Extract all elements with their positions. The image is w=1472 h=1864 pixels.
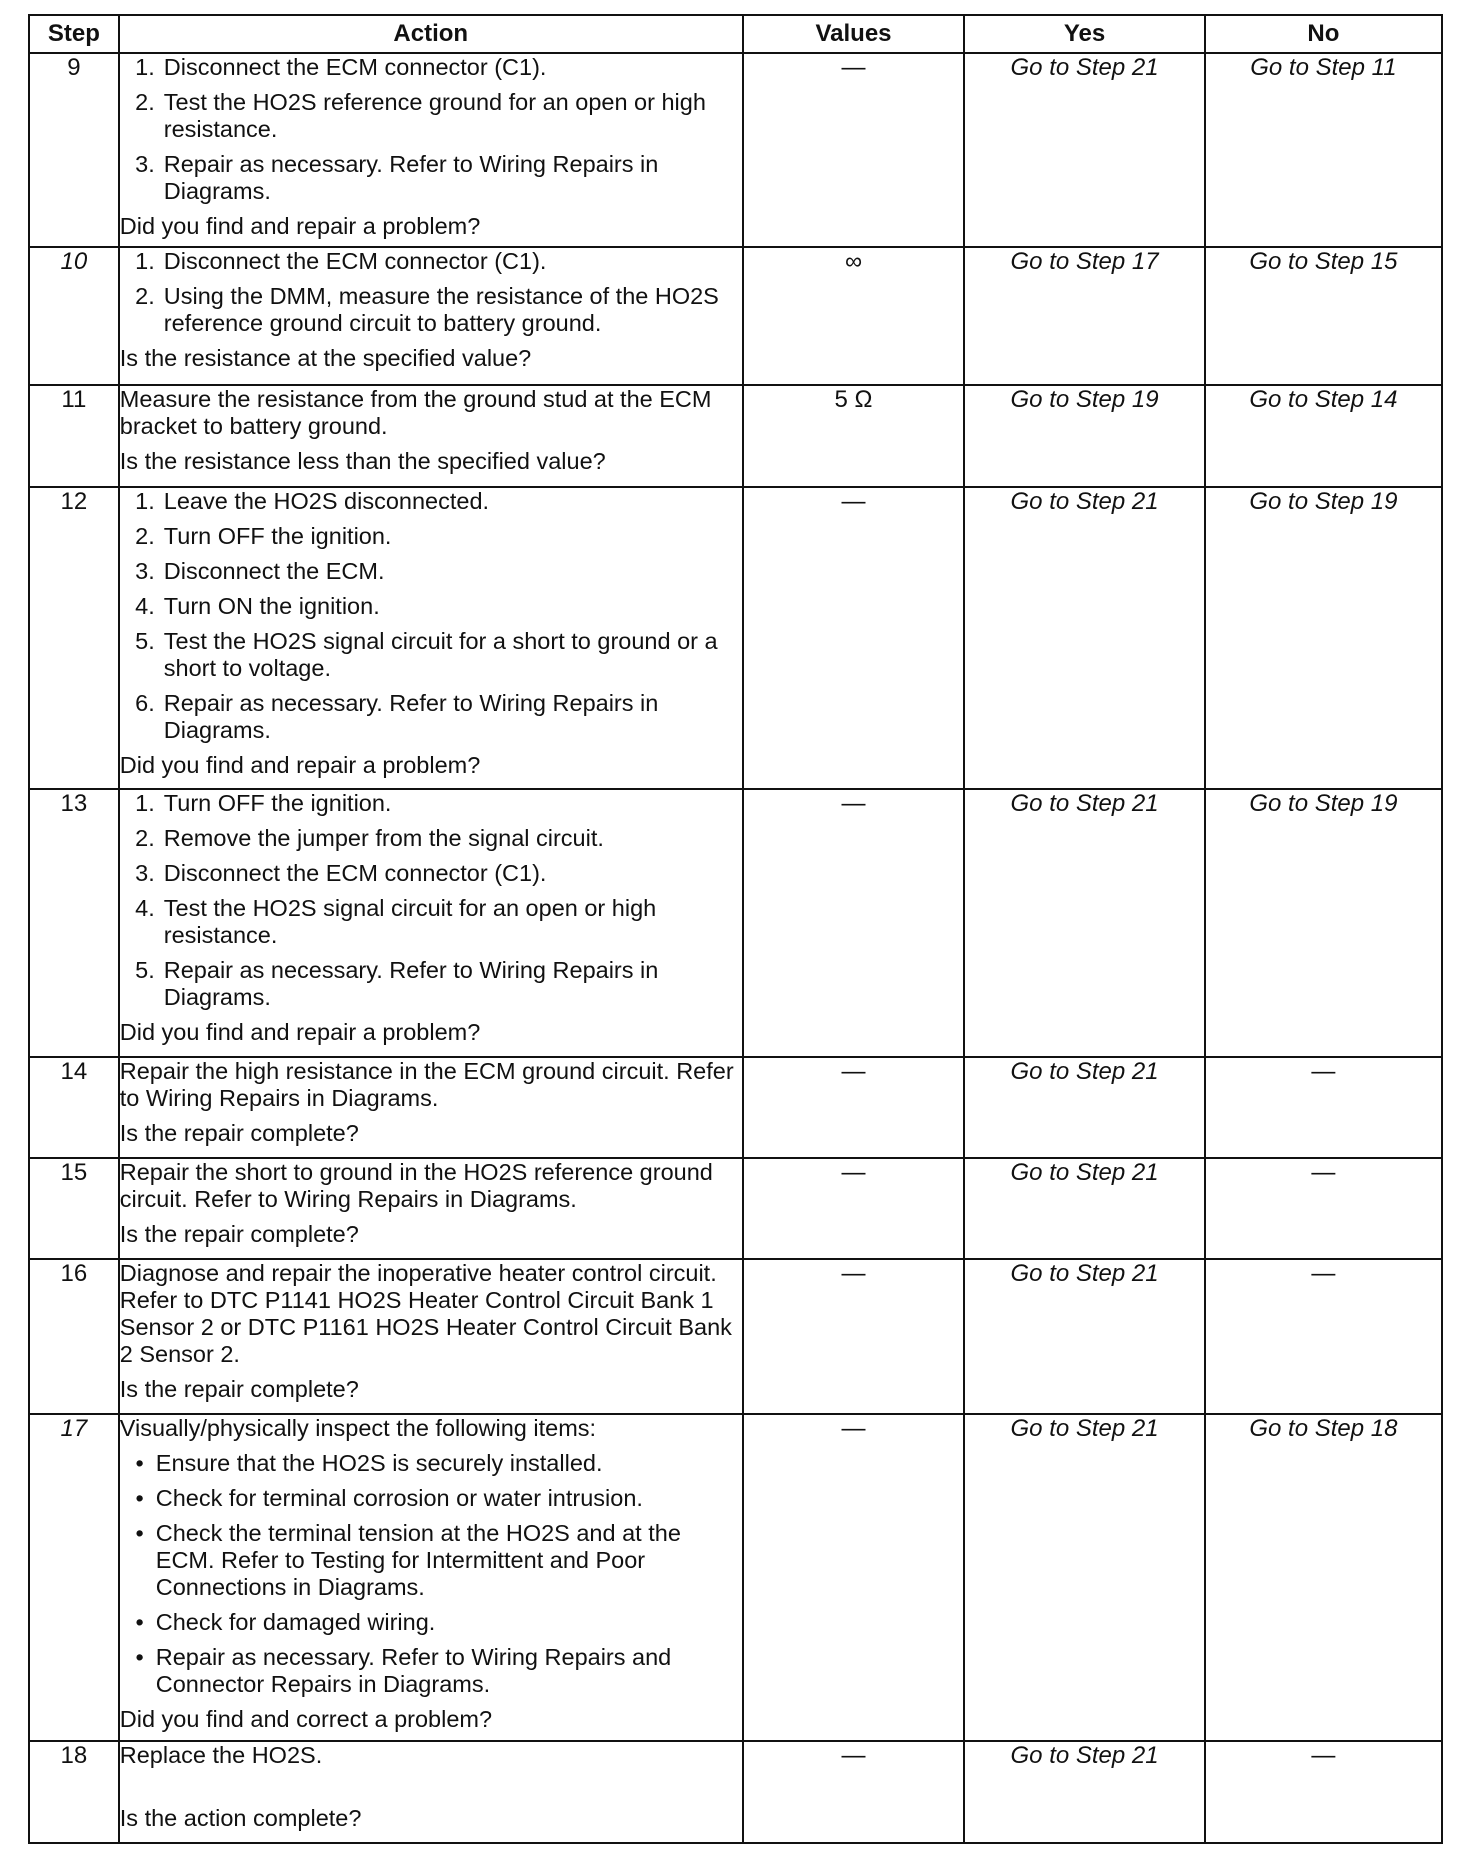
action-cell — [119, 53, 743, 247]
action-text: Diagnose and repair the inoperative heater control circuit. Refer to DTC P1141 HO2S Heater Control Circuit Bank 1 Sensor 2 or DTC P1161 HO2S Heater Control Circuit Bank 2 Sensor 2. — [119, 1260, 732, 1367]
value-cell: — — [743, 789, 965, 1057]
value-cell: — — [743, 1057, 965, 1158]
action-item: 2. Test the HO2S reference ground for an open or high resistance. — [135, 89, 706, 142]
step-number: 18 — [29, 1741, 119, 1843]
action-text: Measure the resistance from the ground stud at the ECM bracket to battery ground. — [119, 386, 712, 439]
table-row — [29, 1741, 1442, 1843]
action-cell — [119, 1057, 743, 1158]
question: Is the repair complete? — [119, 1376, 359, 1402]
header-no: No — [1205, 15, 1442, 53]
table-row — [29, 487, 1442, 789]
action-item: 5. Test the HO2S signal circuit for a short to ground or a short to voltage. — [135, 628, 718, 681]
yes-cell: Go to Step 21 — [964, 789, 1204, 1057]
action-item: 3. Repair as necessary. Refer to Wiring Repairs in Diagrams. — [135, 151, 659, 204]
action-text: Replace the HO2S. — [119, 1742, 323, 1768]
question: Is the resistance less than the specified value? — [119, 448, 606, 474]
value-cell: — — [743, 1414, 965, 1741]
question: Is the action complete? — [119, 1805, 362, 1831]
yes-cell: Go to Step 21 — [964, 53, 1204, 247]
action-item: 3. Disconnect the ECM. — [135, 558, 385, 584]
yes-cell: Go to Step 21 — [964, 1057, 1204, 1158]
no-cell: — — [1205, 1158, 1442, 1259]
yes-cell: Go to Step 21 — [964, 1158, 1204, 1259]
header-yes: Yes — [964, 15, 1204, 53]
step-number: 15 — [29, 1158, 119, 1259]
step-number: 9 — [29, 53, 119, 247]
action-text: Repair the short to ground in the HO2S reference ground circuit. Refer to Wiring Repairs in Diagrams. — [119, 1159, 713, 1212]
action-cell — [119, 1741, 743, 1843]
action-text: Repair the high resistance in the ECM ground circuit. Refer to Wiring Repairs in Diagrams. — [119, 1058, 734, 1111]
no-cell: — — [1205, 1057, 1442, 1158]
step-number: 16 — [29, 1259, 119, 1414]
action-item: 4. Test the HO2S signal circuit for an open or high resistance. — [135, 895, 657, 948]
header-row — [29, 15, 1442, 53]
no-cell: — — [1205, 1259, 1442, 1414]
action-item: 1. Leave the HO2S disconnected. — [135, 488, 490, 514]
action-cell — [119, 487, 743, 789]
action-cell — [119, 247, 743, 385]
action-cell — [119, 385, 743, 487]
step-number: 11 — [29, 385, 119, 487]
bullet-item: • Check for damaged wiring. — [135, 1609, 436, 1635]
table-row — [29, 1158, 1442, 1259]
action-item: 5. Repair as necessary. Refer to Wiring Repairs in Diagrams. — [135, 957, 659, 1010]
action-item: 1. Disconnect the ECM connector (C1). — [135, 248, 547, 274]
no-cell: Go to Step 19 — [1205, 487, 1442, 789]
table-row — [29, 789, 1442, 1057]
yes-cell: Go to Step 21 — [964, 1259, 1204, 1414]
no-cell: Go to Step 18 — [1205, 1414, 1442, 1741]
value-cell: — — [743, 487, 965, 789]
bullet-item: • Check for terminal corrosion or water intrusion. — [135, 1485, 643, 1511]
table-row — [29, 1057, 1442, 1158]
step-number: 10 — [29, 247, 119, 385]
table-row — [29, 1259, 1442, 1414]
question: Did you find and repair a problem? — [119, 752, 481, 778]
table-row — [29, 1414, 1442, 1741]
header-values: Values — [743, 15, 965, 53]
no-cell: Go to Step 19 — [1205, 789, 1442, 1057]
table-row — [29, 53, 1442, 247]
no-cell: Go to Step 14 — [1205, 385, 1442, 487]
yes-cell: Go to Step 21 — [964, 1741, 1204, 1843]
question: Is the resistance at the specified value? — [119, 345, 532, 371]
value-cell: — — [743, 1741, 965, 1843]
value-cell: 5 Ω — [743, 385, 965, 487]
question: Did you find and repair a problem? — [119, 1019, 481, 1045]
step-number: 17 — [29, 1414, 119, 1741]
action-item: 1. Turn OFF the ignition. — [135, 790, 392, 816]
action-cell — [119, 1259, 743, 1414]
question: Is the repair complete? — [119, 1120, 359, 1146]
action-text: Visually/physically inspect the following items: — [119, 1415, 597, 1441]
action-item: 6. Repair as necessary. Refer to Wiring Repairs in Diagrams. — [135, 690, 659, 743]
action-item: 2. Turn OFF the ignition. — [135, 523, 392, 549]
yes-cell: Go to Step 19 — [964, 385, 1204, 487]
no-cell: — — [1205, 1741, 1442, 1843]
yes-cell: Go to Step 21 — [964, 487, 1204, 789]
action-item: 3. Disconnect the ECM connector (C1). — [135, 860, 547, 886]
value-cell: ∞ — [743, 247, 965, 385]
value-cell: — — [743, 53, 965, 247]
action-item: 2. Remove the jumper from the signal circuit. — [135, 825, 604, 851]
question: Is the repair complete? — [119, 1221, 359, 1247]
action-item: 1. Disconnect the ECM connector (C1). — [135, 54, 547, 80]
table-row — [29, 385, 1442, 487]
value-cell: — — [743, 1158, 965, 1259]
step-number: 14 — [29, 1057, 119, 1158]
header-step: Step — [29, 15, 119, 53]
bullet-item: • Check the terminal tension at the HO2S and at the ECM. Refer to Testing for Intermittent and Poor Connections in Diagrams. — [135, 1520, 681, 1600]
no-cell: Go to Step 15 — [1205, 247, 1442, 385]
value-cell: — — [743, 1259, 965, 1414]
action-cell — [119, 789, 743, 1057]
yes-cell: Go to Step 21 — [964, 1414, 1204, 1741]
step-number: 12 — [29, 487, 119, 789]
question: Did you find and correct a problem? — [119, 1706, 493, 1732]
yes-cell: Go to Step 17 — [964, 247, 1204, 385]
bullet-item: • Repair as necessary. Refer to Wiring Repairs and Connector Repairs in Diagrams. — [135, 1644, 672, 1697]
no-cell: Go to Step 11 — [1205, 53, 1442, 247]
step-number: 13 — [29, 789, 119, 1057]
table-row — [29, 247, 1442, 385]
diagnostic-table — [28, 14, 1443, 1844]
question: Did you find and repair a problem? — [119, 213, 481, 239]
action-cell — [119, 1158, 743, 1259]
header-action: Action — [119, 15, 743, 53]
action-item: 2. Using the DMM, measure the resistance of the HO2S reference ground circuit to battery ground. — [135, 283, 719, 336]
bullet-item: • Ensure that the HO2S is securely installed. — [135, 1450, 603, 1476]
action-item: 4. Turn ON the ignition. — [135, 593, 380, 619]
action-cell — [119, 1414, 743, 1741]
